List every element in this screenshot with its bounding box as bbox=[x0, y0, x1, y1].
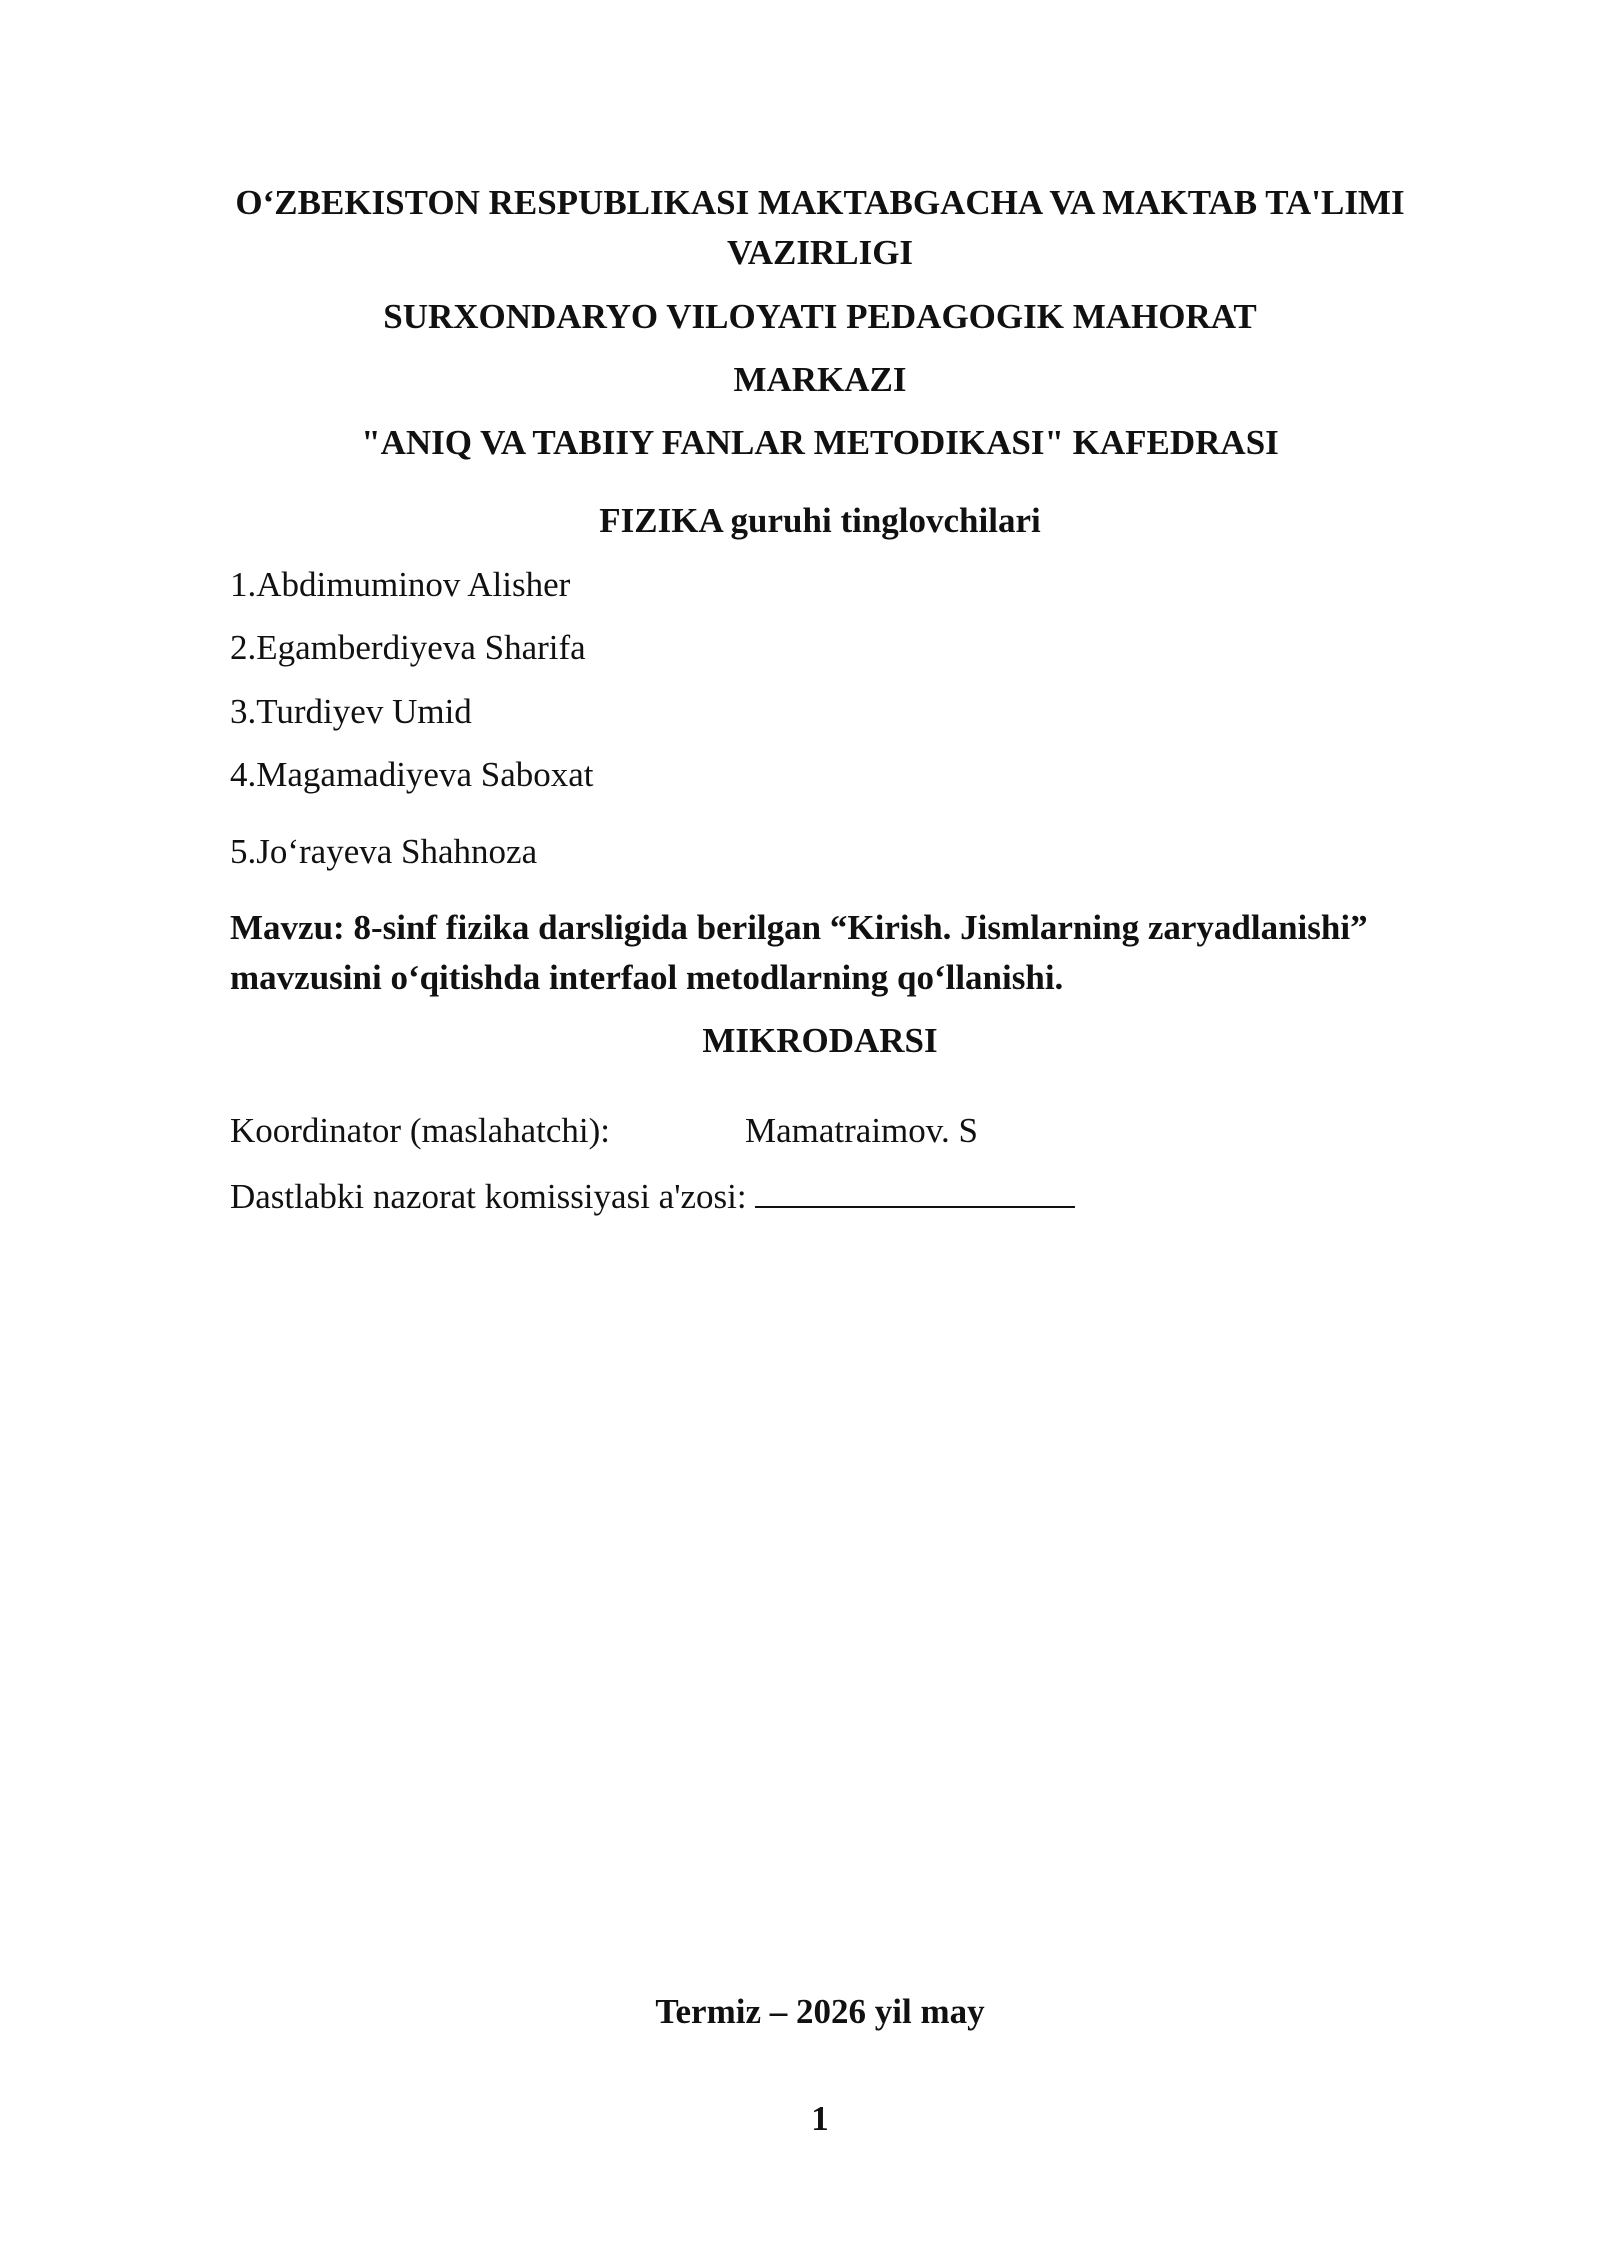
coordinator-label: Koordinator (maslahatchi): bbox=[230, 1111, 611, 1150]
commission-label: Dastlabki nazorat komissiyasi a'zosi: bbox=[230, 1177, 747, 1216]
coordinator-line bbox=[230, 1106, 1410, 1156]
topic-subtitle: MIKRODARSI bbox=[702, 1021, 938, 1060]
ministry-heading: O‘ZBEKISTON RESPUBLIKASI MAKTABGACHA VA MAKTAB TA'LIMI VAZIRLIGI bbox=[235, 183, 1405, 272]
signature-blank-line bbox=[755, 1170, 1075, 1208]
page-number: 1 bbox=[811, 2099, 829, 2138]
member-list-item: 4.Magamadiyeva Saboxat bbox=[230, 755, 594, 794]
group-title: FIZIKA guruhi tinglovchilari bbox=[599, 501, 1041, 540]
member-list-item: 3.Turdiyev Umid bbox=[230, 692, 472, 731]
center-heading-line2: MARKAZI bbox=[733, 360, 907, 399]
coordinator-name: Mamatraimov. S bbox=[745, 1111, 978, 1150]
city-date: Termiz – 2026 yil may bbox=[655, 1992, 985, 2031]
topic-paragraph: Mavzu: 8-sinf fizika darsligida berilgan “Kirish. Jismlarning zaryadlanishi” mavzusini o‘qitishda interfaol metodlarning qo‘llanishi. bbox=[230, 908, 1368, 997]
member-list-item: 2.Egamberdiyeva Sharifa bbox=[230, 628, 586, 667]
department-heading: "ANIQ VA TABIIY FANLAR METODIKASI" KAFEDRASI bbox=[361, 423, 1279, 462]
center-heading-line1: SURXONDARYO VILOYATI PEDAGOGIK MAHORAT bbox=[383, 297, 1257, 336]
commission-line bbox=[230, 1170, 1410, 1222]
member-list-item: 1.Abdimuminov Alisher bbox=[230, 565, 571, 604]
member-list-item: 5.Jo‘rayeva Shahnoza bbox=[230, 832, 538, 871]
